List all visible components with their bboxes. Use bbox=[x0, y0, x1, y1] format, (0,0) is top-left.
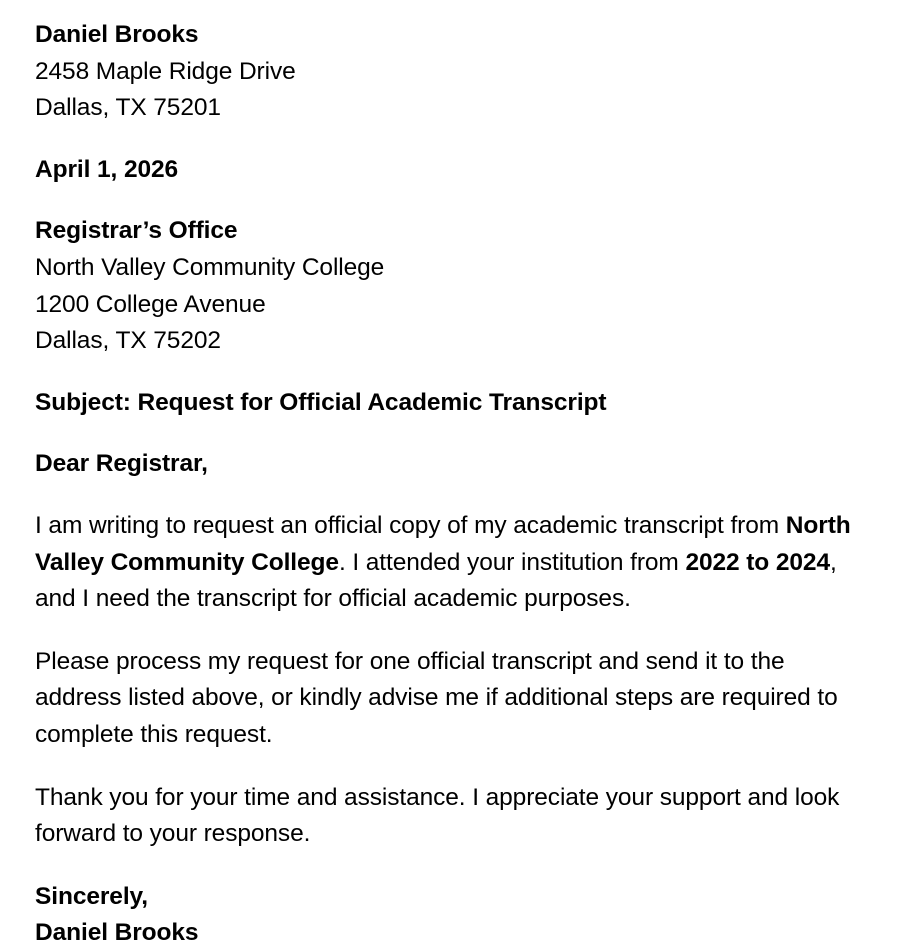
spacer bbox=[35, 127, 875, 152]
sender-name: Daniel Brooks bbox=[35, 21, 199, 48]
letter-date: April 1, 2026 bbox=[35, 155, 179, 183]
sender-street: 2458 Maple Ridge Drive bbox=[35, 57, 296, 85]
sender-city-state-zip: Dallas, TX 75201 bbox=[35, 94, 221, 122]
signature-name: Daniel Brooks bbox=[35, 919, 199, 947]
spacer bbox=[35, 360, 875, 385]
spacer bbox=[35, 188, 875, 213]
spacer bbox=[35, 421, 875, 446]
sender-address-block bbox=[35, 17, 875, 127]
salutation-block bbox=[35, 446, 875, 483]
spacer bbox=[35, 483, 875, 508]
subject-block bbox=[35, 385, 875, 422]
spacer bbox=[35, 754, 875, 780]
spacer bbox=[35, 853, 875, 879]
paragraph-1-segment-2: . I attended your institution from bbox=[338, 548, 686, 576]
valediction: Sincerely, bbox=[35, 882, 148, 910]
body-paragraph-1 bbox=[35, 508, 875, 618]
salutation: Dear Registrar, bbox=[35, 450, 208, 478]
recipient-street: 1200 College Avenue bbox=[35, 290, 266, 318]
paragraph-1-bold-years: 2022 to 2024 bbox=[685, 548, 830, 576]
body-paragraph-3: Thank you for your time and assistance. I appreciate your support and look forward to your response. bbox=[35, 783, 840, 848]
recipient-institution: North Valley Community College bbox=[35, 253, 385, 281]
spacer bbox=[35, 618, 875, 644]
subject-line: Subject: Request for Official Academic Transcript bbox=[35, 388, 607, 416]
paragraph-1-bold-institution: North Valley Community College bbox=[35, 511, 851, 576]
recipient-city-state-zip: Dallas, TX 75202 bbox=[35, 327, 221, 355]
paragraph-1-segment-3: , and I need the transcript for official academic purposes. bbox=[35, 548, 837, 613]
date-block bbox=[35, 152, 875, 189]
paragraph-1-segment-1: I am writing to request an official copy of my academic transcript from bbox=[35, 511, 786, 539]
closing-block bbox=[35, 879, 875, 952]
recipient-office: Registrar’s Office bbox=[35, 217, 238, 245]
body-paragraph-2: Please process my request for one official transcript and send it to the address listed above, or kindly advise me if additional steps are required to complete this request. bbox=[35, 647, 838, 748]
recipient-address-block bbox=[35, 213, 875, 359]
